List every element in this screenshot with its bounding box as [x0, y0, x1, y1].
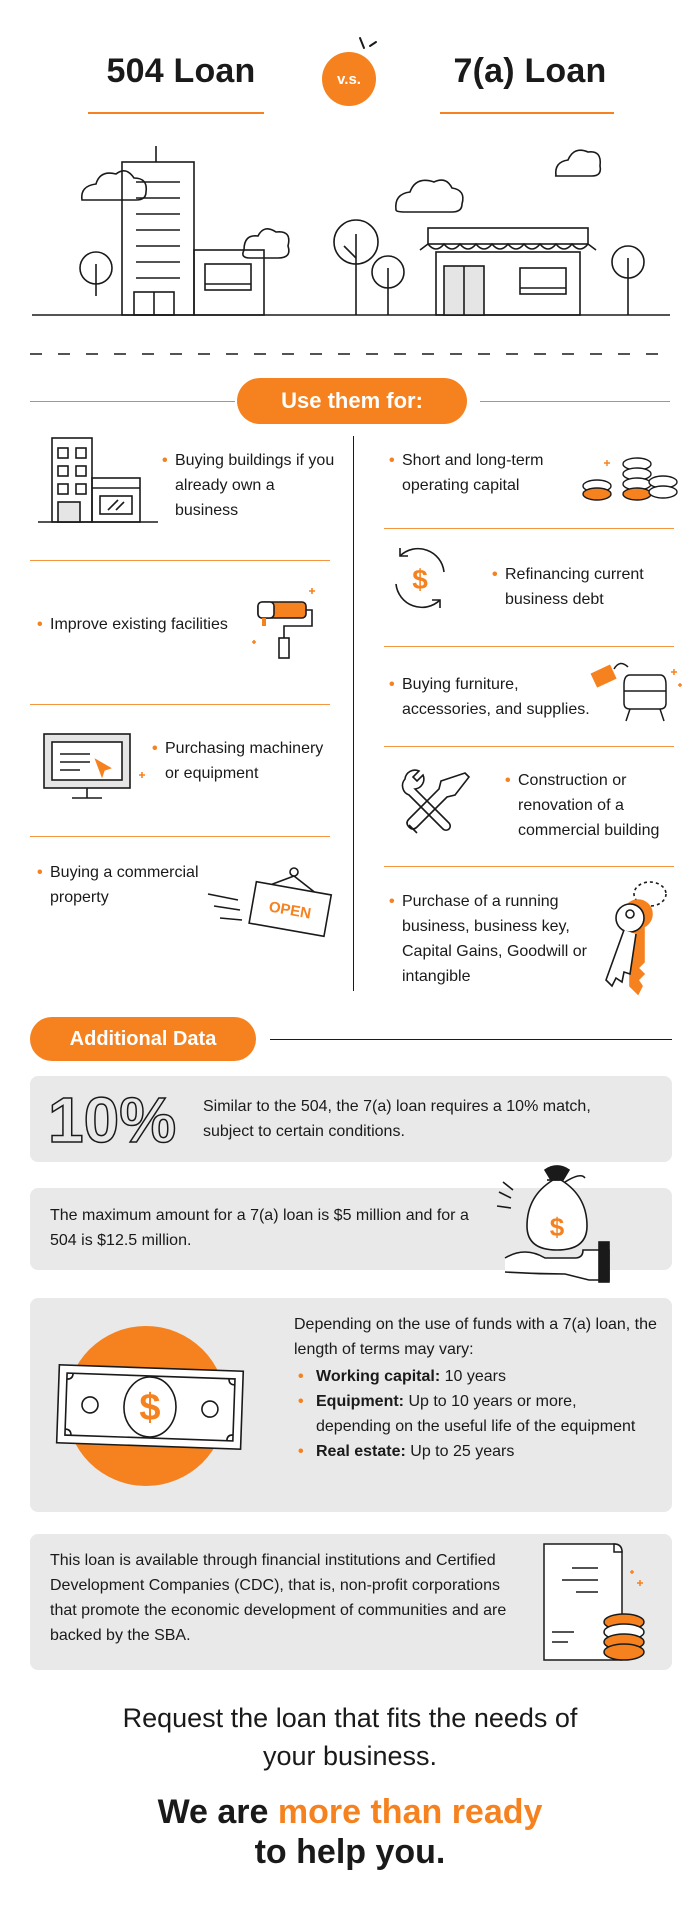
bullet-dot: •	[492, 566, 498, 583]
ten-percent-text: 10%	[48, 1084, 177, 1156]
right-separator-4	[384, 866, 674, 867]
vs-badge: v.s.	[322, 52, 376, 106]
dashed-divider	[30, 352, 670, 356]
ten-percent-graphic	[44, 1084, 184, 1156]
right-item-4-text: Construction or renovation of a commercial building	[518, 772, 660, 839]
open-sign-icon	[200, 866, 335, 942]
card3-intro: Depending on the use of funds with a 7(a) loan, the length of terms may vary:	[294, 1316, 657, 1358]
cta-request-text: Request the loan that fits the needs of your business.	[122, 1703, 578, 1771]
dollar-bill-icon	[50, 1324, 260, 1486]
right-item-3	[389, 672, 602, 722]
document-coins-icon	[540, 1540, 650, 1666]
vs-burst-icon	[350, 34, 380, 54]
right-item-2-text: Refinancing current business debt	[505, 566, 644, 608]
computer-monitor-icon	[40, 732, 150, 804]
buildings-icon	[38, 436, 158, 528]
left-separator-3	[30, 836, 330, 837]
pill-line-left	[30, 401, 235, 402]
right-item-1-text: Short and long-term operating capital	[402, 452, 544, 494]
right-separator-3	[384, 746, 674, 747]
left-item-2	[37, 612, 230, 637]
card4-text: This loan is available through financial institutions and Certified Development Companies (CDC), that is, non-profit corporations that promote the economic development of communities and are backed by the SBA.	[50, 1552, 507, 1644]
term-value: Up to 10 years or more, depending on the useful life of the equipment	[316, 1393, 636, 1435]
term-value: Up to 25 years	[405, 1443, 515, 1460]
right-title-underline	[440, 112, 614, 114]
term-label: Real estate:	[316, 1443, 406, 1460]
card-ten-percent	[30, 1076, 672, 1162]
paint-roller-icon	[250, 584, 320, 670]
keys-icon	[590, 876, 680, 998]
additional-data-pill: Additional Data	[30, 1017, 256, 1061]
bullet-dot: •	[37, 864, 43, 881]
left-separator-1	[30, 560, 330, 561]
right-item-5-text: Purchase of a running business, business key, Capital Gains, Goodwill or intangible	[402, 893, 587, 985]
left-item-3-text: Purchasing machinery or equipment	[165, 740, 324, 782]
left-item-3	[152, 736, 325, 786]
use-them-for-pill: Use them for:	[237, 378, 467, 424]
term-label: Working capital:	[316, 1368, 441, 1385]
left-item-2-text: Improve existing facilities	[50, 616, 228, 633]
term-item	[296, 1389, 646, 1439]
money-bag-hand-icon	[495, 1162, 620, 1280]
terms-list	[296, 1364, 646, 1464]
term-label: Equipment:	[316, 1393, 404, 1410]
right-item-4	[505, 768, 678, 843]
right-item-1	[389, 448, 582, 498]
cta-headline-part2: to help you.	[254, 1833, 446, 1871]
additional-data-line	[270, 1039, 672, 1040]
left-title-underline	[88, 112, 264, 114]
left-separator-2	[30, 704, 330, 705]
left-item-1	[162, 448, 335, 523]
term-item	[296, 1439, 646, 1464]
bullet-dot: •	[152, 740, 158, 757]
right-separator-1	[384, 528, 674, 529]
card1-text: Similar to the 504, the 7(a) loan requires a 10% match, subject to certain conditions.	[203, 1098, 591, 1140]
right-title: 7(a) Loan	[453, 52, 607, 90]
right-item-3-text: Buying furniture, accessories, and supplies.	[402, 676, 590, 718]
open-sign-text: OPEN	[267, 898, 313, 923]
cta-headline-part1: We are	[157, 1793, 278, 1831]
bullet-dot: •	[505, 772, 511, 789]
column-divider	[353, 436, 354, 991]
cta-headline-highlight: more than ready	[277, 1793, 543, 1831]
refinance-dollar-cycle-icon	[382, 542, 458, 616]
card-terms	[30, 1298, 672, 1512]
left-item-1-text: Buying buildings if you already own a business	[175, 452, 335, 519]
right-separator-2	[384, 646, 674, 647]
left-item-4-text: Buying a commercial property	[50, 864, 199, 906]
bag-dollar-sign: $	[549, 1212, 565, 1242]
right-item-5	[389, 889, 602, 989]
wrench-screwdriver-icon	[395, 765, 475, 845]
term-item	[296, 1364, 646, 1389]
skyline-illustration	[30, 140, 670, 340]
bill-dollar-sign: $	[139, 1387, 161, 1429]
bullet-dot: •	[162, 452, 168, 469]
left-title: 504 Loan	[106, 52, 256, 90]
bullet-dot: •	[389, 452, 395, 469]
bullet-dot: •	[389, 676, 395, 693]
dollar-sign: $	[412, 564, 428, 595]
cta-headline	[40, 1792, 660, 1872]
card2-text: The maximum amount for a 7(a) loan is $5 million and for a 504 is $12.5 million.	[50, 1207, 469, 1249]
term-value: 10 years	[440, 1368, 506, 1385]
armchair-price-tag-icon	[590, 655, 685, 727]
right-item-2	[492, 562, 675, 612]
pill-line-right	[480, 401, 670, 402]
bullet-dot: •	[389, 893, 395, 910]
coins-icon	[575, 452, 685, 512]
bullet-dot: •	[37, 616, 43, 633]
